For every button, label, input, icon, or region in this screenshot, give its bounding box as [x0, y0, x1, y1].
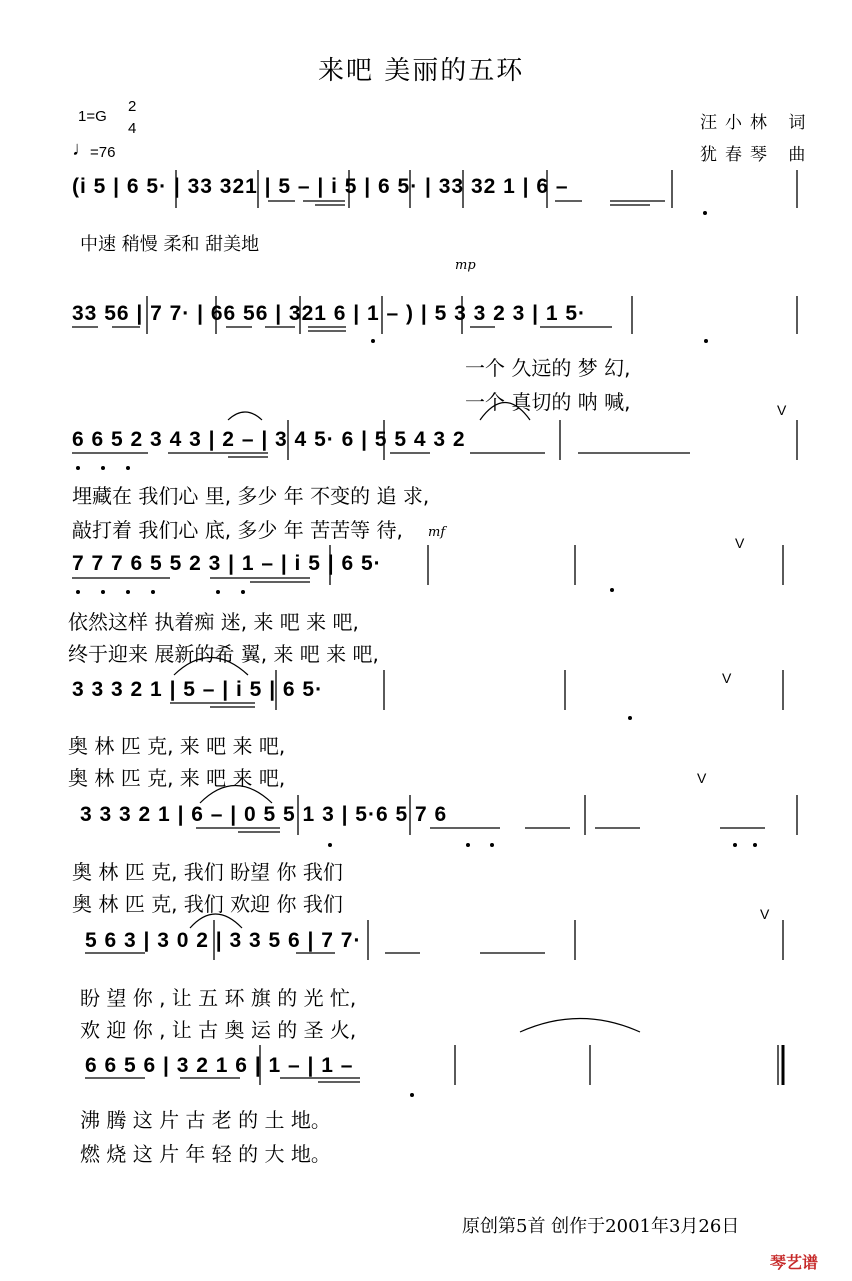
score-row-4: 7 7 7 6 5 5 2 3 | 1 – | i 5 | 6 5· — [72, 552, 382, 575]
breath-mark-3: V — [722, 670, 732, 686]
tempo-marking: 中速 稍慢 柔和 甜美地 — [80, 234, 260, 255]
tempo-value: =76 — [90, 144, 116, 161]
lyric-v2-row-7: 欢 迎 你 , 让 古 奥 运 的 圣 火, — [80, 1018, 357, 1042]
lyric-v1-row-6: 奥 林 匹 克, 我们 盼望 你 我们 — [72, 860, 343, 884]
breath-mark-2: V — [735, 535, 745, 551]
time-signature-bottom: 4 — [128, 120, 137, 137]
lyricist-credit: 汪小林 词 — [700, 113, 814, 133]
dynamic-mf: mf — [428, 525, 446, 540]
time-signature-top: 2 — [128, 98, 137, 115]
lyric-v1-row-4: 依然这样 执着痴 迷, 来 吧 来 吧, — [68, 610, 359, 634]
breath-mark-5: V — [760, 906, 770, 922]
score-row-1: (i 5 | 6 5· | 33 321 | 5 – | i 5 | 6 5· | 33 32 1 | 6 – — [72, 175, 569, 198]
score-row-6: 3 3 3 2 1 | 6 – | 0 5 5 1 3 | 5·6 5 7 6 — [80, 803, 448, 826]
lyric-v2-row-6: 奥 林 匹 克, 我们 欢迎 你 我们 — [72, 892, 343, 916]
score-row-5: 3 3 3 2 1 | 5 – | i 5 | 6 5· — [72, 678, 324, 701]
lyric-v2-row-3: 敲打着 我们心 底, 多少 年 苦苦等 待, — [72, 518, 403, 542]
quarter-note-icon: ♩ — [72, 138, 92, 160]
watermark-logo: 琴艺谱 — [770, 1253, 819, 1272]
lyric-v2-row-4: 终于迎来 展新的希 翼, 来 吧 来 吧, — [68, 642, 379, 666]
lyric-v1-row-7: 盼 望 你 , 让 五 环 旗 的 光 忙, — [80, 986, 357, 1010]
breath-mark-4: V — [697, 770, 707, 786]
lyric-v1-row-8: 沸 腾 这 片 古 老 的 土 地。 — [80, 1108, 331, 1132]
lyric-v2-row-8: 燃 烧 这 片 年 轻 的 大 地。 — [80, 1142, 331, 1166]
dynamic-mp: mp — [455, 258, 476, 273]
lyric-v1-row-5: 奥 林 匹 克, 来 吧 来 吧, — [68, 734, 286, 758]
composer-credit: 犹春琴 曲 — [700, 145, 814, 165]
breath-mark-1: V — [777, 402, 787, 418]
key-signature: 1=G — [78, 108, 107, 125]
creation-note: 原创第5首 创作于2001年3月26日 — [462, 1216, 740, 1237]
lyric-v2-row-2: 一个 真切的 呐 喊, — [465, 390, 631, 414]
score-row-2: 33 56 | 7 7· | 66 56 | 321 6 | 1 – ) | 5 3 3 2 3 | 1 5· — [72, 302, 587, 325]
score-row-7: 5 6 3 | 3 0 2 | 3 3 5 6 | 7 7· — [85, 929, 362, 952]
lyric-v1-row-3: 埋藏在 我们心 里, 多少 年 不变的 追 求, — [72, 484, 430, 508]
score-row-8: 6 6 5 6 | 3 2 1 6 | 1 – | 1 – — [85, 1054, 354, 1077]
lyric-v2-row-5: 奥 林 匹 克, 来 吧 来 吧, — [68, 766, 286, 790]
score-row-3: 6 6 5 2 3 4 3 | 2 – | 3 4 5· 6 | 5 5 4 3 2 — [72, 428, 466, 451]
song-title: 来吧 美丽的五环 — [318, 56, 525, 86]
lyric-v1-row-2: 一个 久远的 梦 幻, — [465, 356, 631, 380]
